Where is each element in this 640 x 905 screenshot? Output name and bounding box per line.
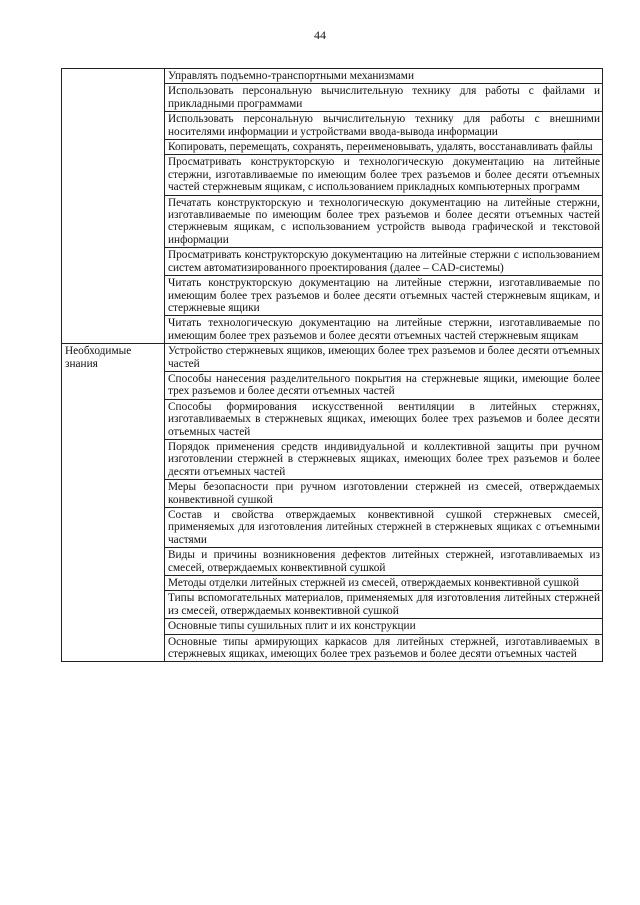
requirement-text: Копировать, перемещать, сохранять, переименовывать, удалять, восстанавливать файлы	[165, 140, 603, 155]
requirement-text: Читать технологическую документацию на литейные стержни, изготавливаемые по имеющим более трех разъемов и более десяти отъемных частей стержневым ящикам	[165, 316, 603, 344]
table-body	[62, 69, 603, 662]
section-heading: Необходимые знания	[62, 344, 165, 662]
requirement-text: Использовать персональную вычислительную технику для работы с внешними носителями информации и устройствами ввода-вывода информации	[165, 112, 603, 140]
requirement-text: Основные типы сушильных плит и их конструкции	[165, 619, 603, 634]
requirement-text: Устройство стержневых ящиков, имеющих более трех разъемов и более десяти отъемных частей	[165, 344, 603, 372]
page-number: 44	[314, 28, 326, 42]
requirement-text: Порядок применения средств индивидуальной и коллективной защиты при ручном изготовлении стержней в стержневых ящиках, имеющих более трех разъемов и более десяти отъемных частей	[165, 439, 603, 479]
requirement-text: Методы отделки литейных стержней из смесей, отверждаемых конвективной сушкой	[165, 576, 603, 591]
requirement-text: Основные типы армирующих каркасов для литейных стержней, изготавливаемых в стержневых ящиках, имеющих более трех разъемов и более десяти отъемных частей	[165, 634, 603, 662]
table-row	[62, 69, 603, 84]
requirement-text: Просматривать конструкторскую и технологическую документацию на литейные стержни, изготавливаемые по имеющим более трех разъемов и более десяти отъемных частей стержневым ящикам, с использованием прикладных компьютерных программ	[165, 155, 603, 195]
table-row	[62, 344, 603, 372]
requirement-text: Печатать конструкторскую и технологическую документацию на литейные стержни, изготавливаемые по имеющим более трех разъемов и более десяти отъемных частей стержневым ящикам, с использованием устройств вывода графической и текстовой информации	[165, 195, 603, 248]
requirement-text: Типы вспомогательных материалов, применяемых для изготовления литейных стержней из смесей, отверждаемых конвективной сушкой	[165, 591, 603, 619]
requirement-text: Управлять подъемно-транспортными механизмами	[165, 69, 603, 84]
requirement-text: Меры безопасности при ручном изготовлении стержней из смесей, отверждаемых конвективной сушкой	[165, 480, 603, 508]
requirements-table	[61, 68, 603, 662]
requirement-text: Виды и причины возникновения дефектов литейных стержней, изготавливаемых из смесей, отверждаемых конвективной сушкой	[165, 548, 603, 576]
requirement-text: Использовать персональную вычислительную технику для работы с файлами и прикладными программами	[165, 84, 603, 112]
requirement-text: Читать конструкторскую документацию на литейные стержни, изготавливаемые по имеющим более трех разъемов и более десяти отъемных частей стержневым ящикам, и стержневые ящики	[165, 276, 603, 316]
requirement-text: Просматривать конструкторскую документацию на литейные стержни с использованием систем автоматизированного проектирования (далее – CAD-системы)	[165, 248, 603, 276]
requirement-text: Состав и свойства отверждаемых конвективной сушкой стержневых смесей, применяемых для изготовления литейных стержней в стержневых ящиках с отъемными частями	[165, 508, 603, 548]
requirement-text: Способы нанесения разделительного покрытия на стержневые ящики, имеющие более трех разъемов и более десяти отъемных частей	[165, 371, 603, 399]
requirement-text: Способы формирования искусственной вентиляции в литейных стержнях, изготавливаемых в стержневых ящиках, имеющих более трех разъемов и более десяти отъемных частей	[165, 399, 603, 439]
section-heading-empty	[62, 69, 165, 344]
